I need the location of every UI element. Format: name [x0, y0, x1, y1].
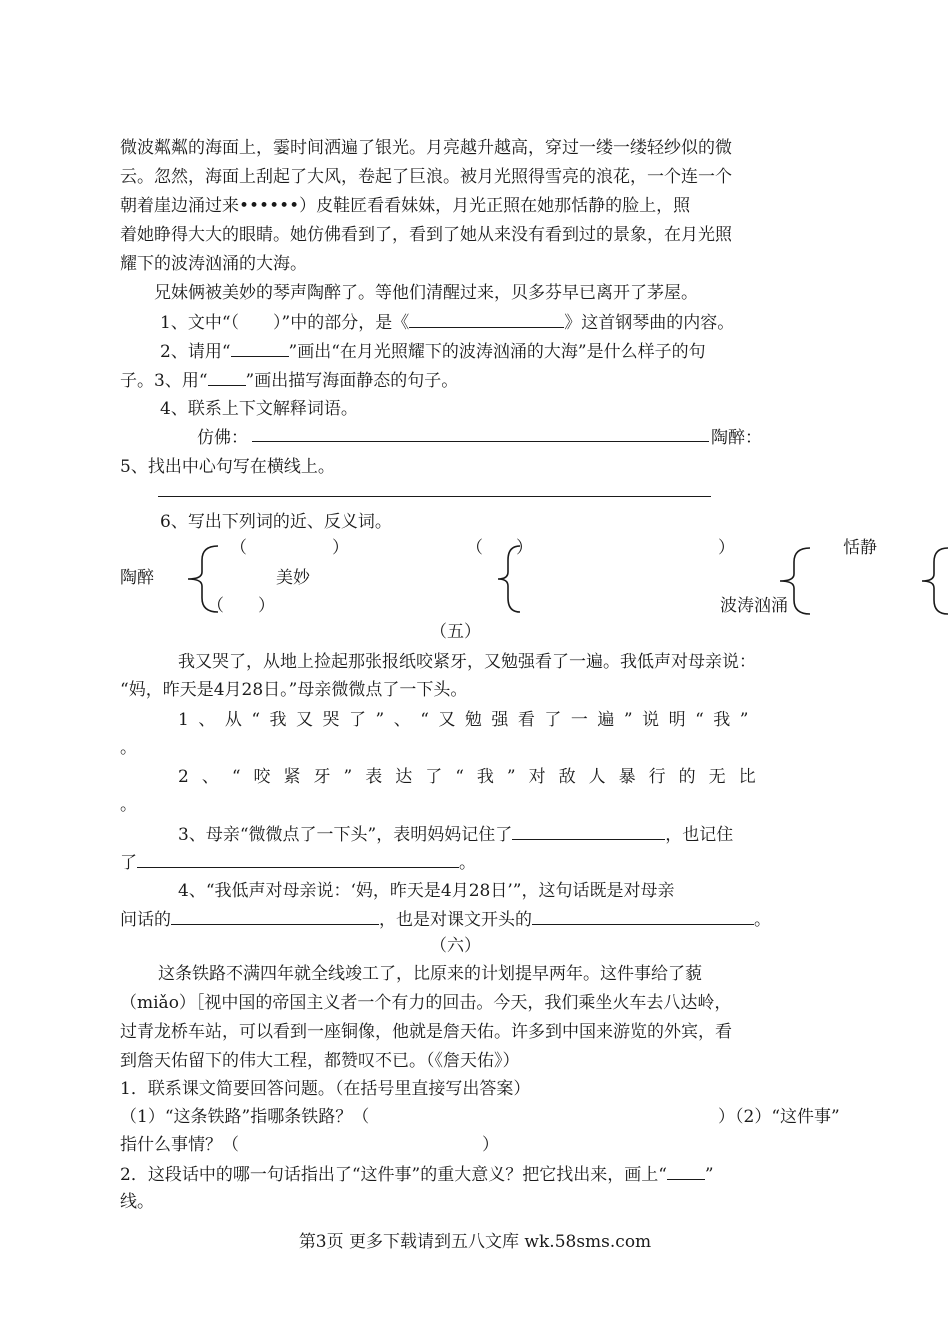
question-2-cont: 线。 [120, 1192, 154, 1212]
section-title: （六） [430, 936, 481, 956]
question-1-1b: ）（2）“这件事” [718, 1107, 840, 1127]
underline-sample [667, 1162, 705, 1180]
question-text: 1、文中“（ ）”中的部分，是《 [160, 313, 410, 333]
question-2-end: 。 [120, 795, 137, 815]
question-1-end: 。 [120, 738, 137, 758]
answer-blank [409, 310, 564, 328]
passage-line: 朝着崖边涌过来••••••）皮鞋匠看看妹妹，月光正照在她那恬静的脸上，照 [120, 196, 691, 216]
passage-line: 耀下的波涛汹涌的大海。 [120, 254, 307, 274]
question-4: 4、联系上下文解释词语。 [160, 399, 358, 419]
paren-blank: （ ） [207, 596, 275, 616]
passage-line: （miǎo）［视中国的帝国主义者一个有力的回击。今天，我们乘坐火车去八达岭， [120, 993, 732, 1013]
paren-blank: （ ） [230, 538, 349, 558]
answer-blank [512, 822, 665, 840]
question-text: 2．这段话中的哪一句话指出了“这件事”的重大意义？把它找出来，画上“ [120, 1165, 667, 1185]
underline-sample [231, 339, 289, 357]
question-2: 2、“咬紧牙”表达了“我”对敌人暴行的无比 [178, 767, 769, 787]
left-brace-icon [918, 544, 950, 618]
question-3-cont [120, 850, 476, 875]
passage-line: “妈，昨天是4月28日。”母亲微微点了一下头。 [120, 680, 468, 700]
passage-line: 到詹天佑留下的伟大工程，都赞叹不已。（《詹天佑》） [120, 1051, 520, 1071]
answer-blank [171, 907, 379, 925]
question-text: 。 [459, 853, 476, 873]
passage-line: 云。忽然，海面上刮起了大风，卷起了巨浪。被月光照得雪亮的浪花，一个连一个 [120, 167, 732, 187]
question-2 [160, 339, 706, 364]
question-text: ”画出描写海面静态的句子。 [245, 371, 459, 391]
answer-line [252, 441, 709, 442]
passage-line: 过青龙桥车站，可以看到一座铜像，他就是詹天佑。许多到中国来游览的外宾，看 [120, 1022, 732, 1042]
question-1: 1．联系课文简要回答问题。（在括号里直接写出答案） [120, 1079, 531, 1099]
question-text: 》这首钢琴曲的内容。 [564, 313, 735, 333]
section-title: （五） [430, 622, 481, 642]
underline-sample [208, 368, 246, 386]
paren-close: ） [718, 538, 735, 558]
question-text: ”画出“在月光照耀下的波涛汹涌的大海”是什么样子的句 [288, 342, 706, 362]
question-text: 3、母亲“微微点了一下头”，表明妈妈记住了 [178, 825, 513, 845]
question-3 [178, 822, 733, 847]
word-botao: 波涛汹涌 [720, 596, 788, 616]
passage-line: 我又哭了，从地上捡起那张报纸咬紧牙，又勉强看了一遍。我低声对母亲说： [178, 652, 756, 672]
question-text: 问话的 [120, 910, 171, 930]
question-3 [120, 368, 458, 393]
answer-blank [137, 850, 459, 868]
passage-line: 这条铁路不满四年就全线竣工了，比原来的计划提早两年。这件事给了藐 [158, 964, 702, 984]
answer-blank [532, 907, 754, 925]
question-1: 1、从“我又哭了”、“又勉强看了一遍”说明“我” [178, 710, 758, 730]
question-text: 2、请用“ [160, 342, 231, 362]
paren-close: ） [516, 538, 533, 558]
fangfu-label: 仿佛： [197, 428, 248, 448]
page-footer: 第3页 更多下载请到五八文库 wk.58sms.com [298, 1232, 652, 1252]
question-1-2b: ） [482, 1135, 499, 1155]
question-4-cont [120, 907, 771, 932]
word-meimiao: 美妙 [276, 568, 310, 588]
passage-line: 微波粼粼的海面上，霎时间洒遍了银光。月亮越升越高，穿过一缕一缕轻纱似的微 [120, 138, 732, 158]
question-1-1a: （1）“这条铁路”指哪条铁路？（ [120, 1107, 370, 1127]
question-text: ” [704, 1165, 714, 1185]
word-taozui: 陶醉 [120, 568, 154, 588]
answer-line [158, 496, 711, 497]
taozui-label: 陶醉： [711, 428, 762, 448]
question-1-2a: 指什么事情？（ [120, 1135, 239, 1155]
question-5: 5、找出中心句写在横线上。 [120, 457, 335, 477]
question-2 [120, 1162, 714, 1187]
question-text: ，也是对课文开头的 [379, 910, 532, 930]
question-text: 。 [754, 910, 771, 930]
question-6: 6、写出下列词的近、反义词。 [160, 512, 392, 532]
paren-open: （ [466, 538, 483, 558]
question-text: 子。3、用“ [120, 371, 208, 391]
question-1 [160, 310, 734, 335]
question-text: ，也记住 [665, 825, 734, 845]
question-4: 4、“我低声对母亲说：‘妈，昨天是4月28日’”，这句话既是对母亲 [178, 881, 675, 901]
left-brace-icon [774, 544, 814, 618]
question-text: 了 [120, 853, 137, 873]
word-tianjing: 恬静 [843, 538, 877, 558]
passage-line: 着她睁得大大的眼睛。她仿佛看到了，看到了她从来没有看到过的景象，在月光照 [120, 225, 732, 245]
passage-line: 兄妹俩被美妙的琴声陶醉了。等他们清醒过来，贝多芬早已离开了茅屋。 [154, 283, 698, 303]
